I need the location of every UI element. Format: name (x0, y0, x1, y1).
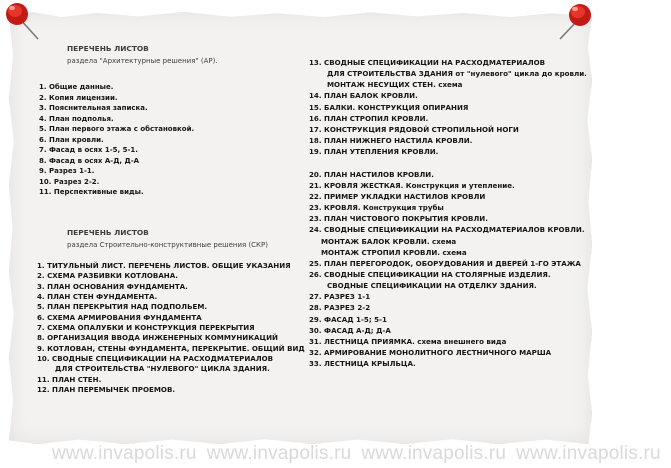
list-item: 2. СХЕМА РАЗБИВКИ КОТЛОВАНА. (37, 271, 178, 281)
list-item: 6. СХЕМА АРМИРОВАНИЯ ФУНДАМЕНТА (37, 312, 202, 322)
watermark (0, 440, 661, 468)
list-item: 11. Перспективные виды. (39, 188, 144, 197)
list-item: 25. ПЛАН ПЕРЕГОРОДОК, ОБОРУДОВАНИЯ И ДВЕРЕЙ 1-ГО ЭТАЖА (309, 258, 581, 268)
list-item: 7. Фасад в осях 1-5, 5-1. (39, 146, 138, 155)
list-item: 6. План кровли. (39, 135, 104, 144)
list-item: 3. ПЛАН ОСНОВАНИЯ ФУНДАМЕНТА. (37, 281, 188, 291)
list-item: 22. ПРИМЕР УКЛАДКИ НАСТИЛОВ КРОВЛИ (309, 191, 486, 201)
watermark-text: www.invapolis.ru (206, 443, 352, 464)
list-item: 14. ПЛАН БАЛОК КРОВЛИ. (309, 91, 418, 101)
section-kr-title: ПЕРЕЧЕНЬ ЛИСТОВ (67, 228, 149, 237)
list-item: 1. ТИТУЛЬНЫЙ ЛИСТ. ПЕРЕЧЕНЬ ЛИСТОВ. ОБЩИЕ УКАЗАНИЯ (37, 261, 291, 270)
pushpin-icon (556, 0, 596, 40)
list-item: 9. КОТЛОВАН, СТЕНЫ ФУНДАМЕНТА, ПЕРЕКРЫТИЕ. ОБЩИЙ ВИД (37, 343, 305, 353)
list-item: 33. ЛЕСТНИЦА КРЫЛЬЦА. (309, 359, 416, 369)
list-item: 5. План первого этажа с обстановкой. (39, 125, 195, 134)
list-item: 17. КОНСТРУКЦИЯ РЯДОВОЙ СТРОПИЛЬНОЙ НОГИ (309, 124, 519, 134)
list-item: 10. Разрез 2-2. (39, 177, 100, 186)
list-item: ДЛЯ СТРОИТЕЛЬСТВА "НУЛЕВОГО" ЦИКЛА ЗДАНИЯ. (55, 364, 270, 374)
watermark-text: www.invapolis.ru (361, 443, 507, 464)
list-item: 11. ПЛАН СТЕН. (37, 374, 102, 384)
list-spacer (309, 157, 587, 168)
list-item: 21. КРОВЛЯ ЖЕСТКАЯ. Конструкция и утепление. (309, 180, 515, 190)
list-item: МОНТАЖ СТРОПИЛ КРОВЛИ. схема (321, 247, 467, 257)
list-item: 12. ПЛАН ПЕРЕМЫЧЕК ПРОЕМОВ. (37, 385, 176, 395)
list-item: 8. Фасад в осях А-Д, Д-А (39, 156, 140, 165)
list-item: 4. ПЛАН СТЕН ФУНДАМЕНТА. (37, 292, 158, 302)
list-item: 3. Пояснительная записка. (39, 104, 148, 113)
pushpin-icon (2, 0, 42, 40)
list-item: 20. ПЛАН НАСТИЛОВ КРОВЛИ. (309, 169, 434, 179)
section-right-list (309, 57, 587, 369)
list-item: 18. ПЛАН НИЖНЕГО НАСТИЛА КРОВЛИ. (309, 136, 473, 146)
list-item: СВОДНЫЕ СПЕЦИФИКАЦИИ НА ОТДЕЛКУ ЗДАНИЯ. (327, 281, 537, 291)
list-item: 1. Общие данные. (39, 83, 114, 91)
list-item: 7. СХЕМА ОПАЛУБКИ И КОНСТРУКЦИЯ ПЕРЕКРЫТИЯ (37, 323, 255, 333)
list-item: 2. Копия лицензии. (39, 93, 118, 102)
watermark-text: www.invapolis.ru (52, 443, 197, 464)
list-item: 23. ПЛАН ЧИСТОВОГО ПОКРЫТИЯ КРОВЛИ. (309, 214, 488, 224)
list-item: 24. СВОДНЫЕ СПЕЦИФИКАЦИИ НА РАСХОДМАТЕРИАЛОВ КРОВЛИ. (309, 225, 585, 235)
list-item: 5. ПЛАН ПЕРЕКРЫТИЯ НАД ПОДПОЛЬЕМ. (37, 302, 208, 312)
list-item: 29. ФАСАД 1-5; 5-1 (309, 314, 387, 324)
list-item: МОНТАЖ НЕСУЩИХ СТЕН. схема (327, 80, 463, 90)
list-item: 27. РАЗРЕЗ 1-1 (309, 292, 371, 302)
list-item: 4. План подполья. (39, 114, 114, 123)
list-item: 26. СВОДНЫЕ СПЕЦИФИКАЦИИ НА СТОЛЯРНЫЕ ИЗДЕЛИЯ. (309, 269, 551, 279)
watermark-text: www.invapolis.ru (516, 443, 661, 464)
list-item: 28. РАЗРЕЗ 2-2 (309, 303, 371, 313)
section-kr-subtitle: раздела Строительно-конструктивные решения (СКР) (67, 241, 268, 249)
list-item: 13. СВОДНЫЕ СПЕЦИФИКАЦИИ НА РАСХОДМАТЕРИАЛОВ (309, 58, 546, 67)
list-item: ДЛЯ СТРОИТЕЛЬСТВА ЗДАНИЯ от "нулевого" цикла до кровли. (327, 69, 587, 79)
list-item: 23. КРОВЛЯ. Конструкция трубы (309, 203, 444, 213)
list-item: 10. СВОДНЫЕ СПЕЦИФИКАЦИИ НА РАСХОДМАТЕРИАЛОВ (37, 354, 274, 364)
list-item: 30. ФАСАД А-Д; Д-А (309, 325, 391, 335)
section-kr-list (37, 261, 305, 395)
list-item: МОНТАЖ БАЛОК КРОВЛИ. схема (321, 236, 457, 246)
list-item: 16. ПЛАН СТРОПИЛ КРОВЛИ. (309, 113, 429, 123)
list-item: 8. ОРГАНИЗАЦИЯ ВВОДА ИНЖЕНЕРНЫХ КОММУНИКАЦИЙ (37, 333, 278, 343)
list-item: 32. АРМИРОВАНИЕ МОНОЛИТНОГО ЛЕСТНИЧНОГО МАРША (309, 348, 552, 358)
list-item: 31. ЛЕСТНИЦА ПРИЯМКА. схема внешнего вида (309, 336, 507, 346)
list-item: 9. Разрез 1-1. (39, 167, 95, 176)
list-item: 15. БАЛКИ. КОНСТРУКЦИЯ ОПИРАНИЯ (309, 102, 469, 112)
section-ar-list (39, 82, 194, 198)
section-ar-subtitle: раздела "Архитектурные решения" (АР). (67, 57, 218, 65)
list-item: 19. ПЛАН УТЕПЛЕНИЯ КРОВЛИ. (309, 147, 439, 157)
section-ar-title: ПЕРЕЧЕНЬ ЛИСТОВ (67, 44, 149, 53)
